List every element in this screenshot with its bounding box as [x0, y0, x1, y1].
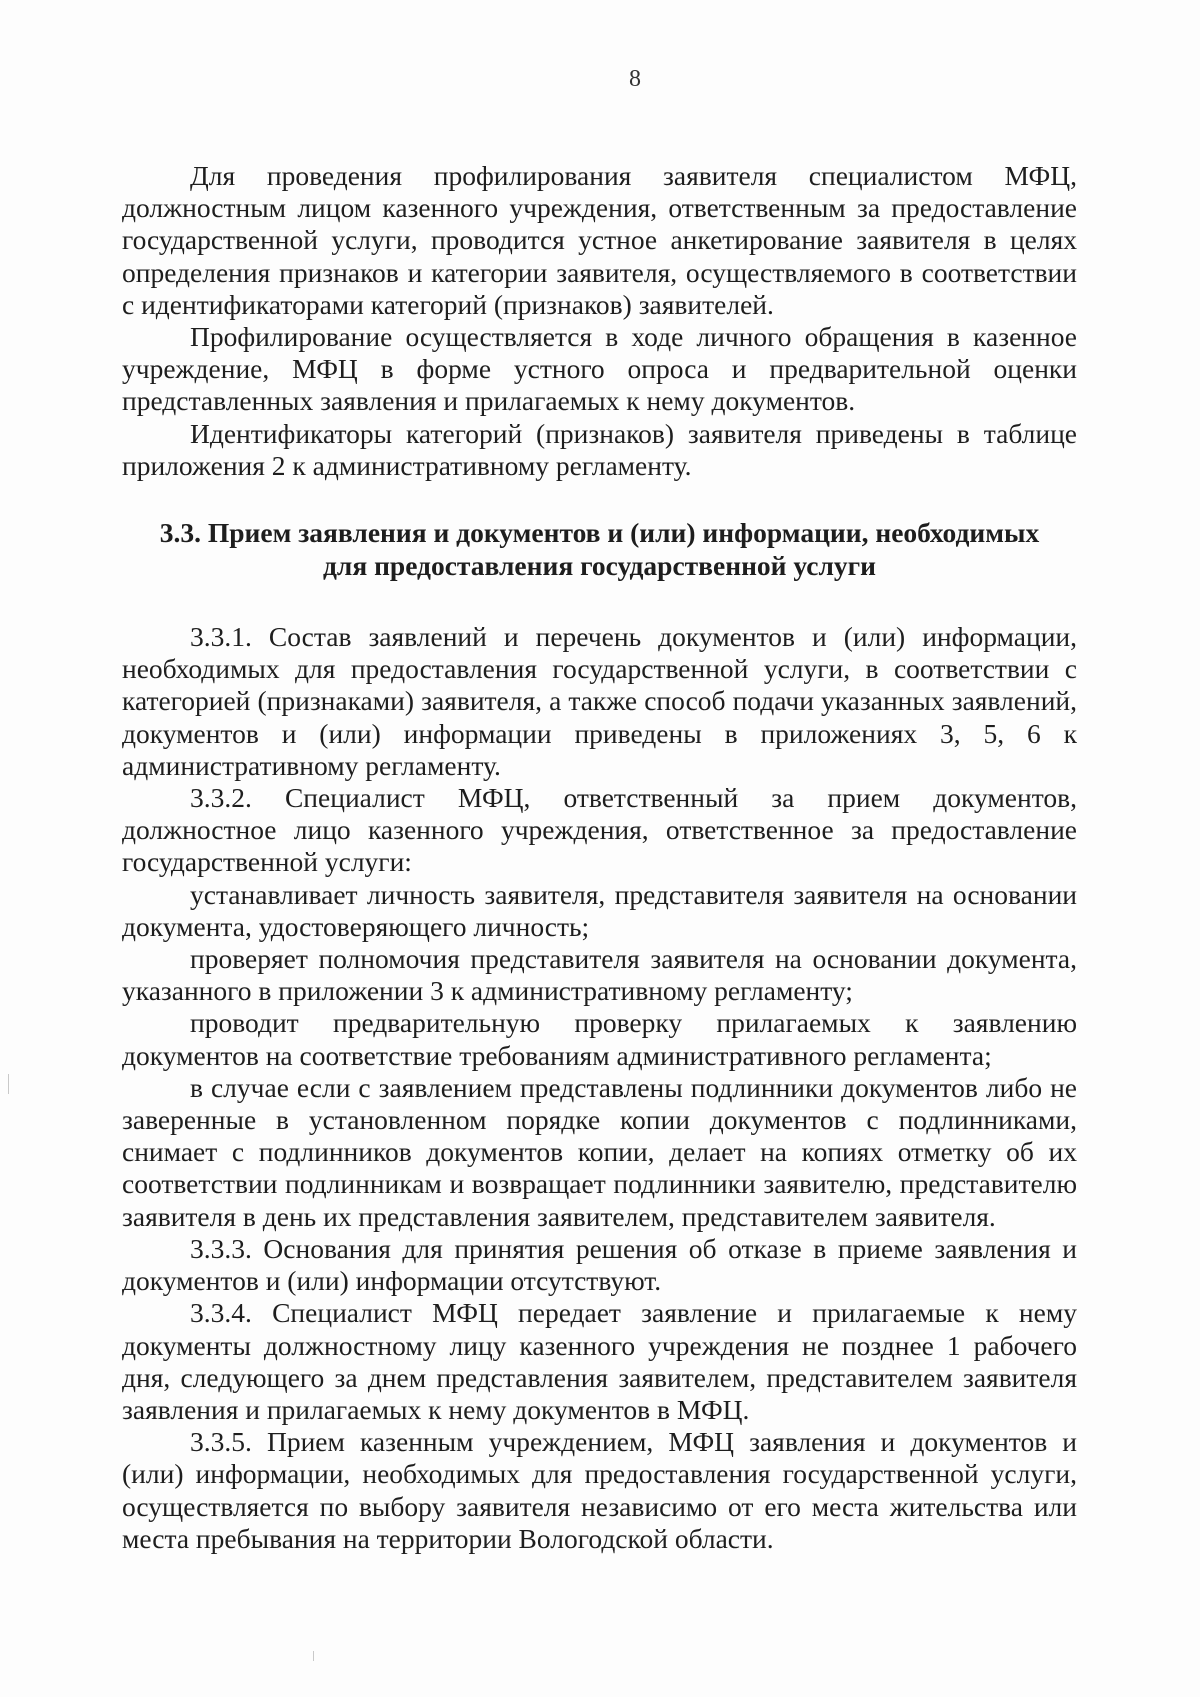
paragraph-preliminary-check: проводит предварительную проверку прилагаемых к заявлению документов на соответствие требованиям административного регламента; — [122, 1007, 1077, 1071]
paragraph-identifiers: Идентификаторы категорий (признаков) заявителя приведены в таблице приложения 2 к административному регламенту. — [122, 417, 1077, 481]
paragraph-authority-check: проверяет полномочия представителя заявителя на основании документа, указанного в приложении 3 к административному регламенту; — [122, 943, 1077, 1007]
paragraph-3-3-2: 3.3.2. Специалист МФЦ, ответственный за прием документов, должностное лицо казенного учреждения, ответственное за предоставление государственной услуги: — [122, 782, 1077, 878]
section-heading-line-2: для предоставления государственной услуги — [322, 550, 877, 582]
document-body — [122, 160, 1077, 1555]
paragraph-3-3-5: 3.3.5. Прием казенным учреждением, МФЦ заявления и документов и (или) информации, необходимых для предоставления государственной услуги, осуществляется по выбору заявителя независимо от его места жительства или места пребывания на территории Вологодской области. — [122, 1426, 1077, 1554]
section-heading-line-1: 3.3. Прием заявления и документов и (или) информации, необходимых — [159, 517, 1040, 549]
paragraph-profiling-purpose: Для проведения профилирования заявителя специалистом МФЦ, должностным лицом казенного учреждения, ответственным за предоставление государственной услуги, проводится устное анкетирование заявителя в целях определения признаков и категории заявителя, осуществляемого в соответствии с идентификаторами категорий (признаков) заявителей. — [122, 160, 1077, 320]
paragraph-3-3-4: 3.3.4. Специалист МФЦ передает заявление и прилагаемые к нему документы должностному лицу казенного учреждения не позднее 1 рабочего дня, следующего за днем представления заявителем, представителем заявителя заявления и прилагаемых к нему документов в МФЦ. — [122, 1297, 1077, 1425]
section-heading — [122, 516, 1077, 582]
scan-edge-mark — [8, 1074, 9, 1094]
paragraph-3-3-1: 3.3.1. Состав заявлений и перечень документов и (или) информации, необходимых для предоставления государственной услуги, в соответствии с категорией (признаками) заявителя, а также способ подачи указанных заявлений, документов и (или) информации приведены в приложениях 3, 5, 6 к административному регламенту. — [122, 621, 1077, 781]
paragraph-identity-check: устанавливает личность заявителя, представителя заявителя на основании документа, удостоверяющего личность; — [122, 878, 1077, 942]
paragraph-3-3-3: 3.3.3. Основания для принятия решения об отказе в приеме заявления и документов и (или) информации отсутствуют. — [122, 1232, 1077, 1297]
page-number: 8 — [629, 66, 641, 92]
paragraph-copies: в случае если с заявлением представлены подлинники документов либо не заверенные в установленном порядке копии документов с подлинниками, снимает с подлинников документов копии, делает на копиях отметку об их соответствии подлинникам и возвращает подлинники заявителю, представителю заявителя в день их представления заявителем, представителем заявителя. — [122, 1071, 1077, 1232]
paragraph-profiling-method: Профилирование осуществляется в ходе личного обращения в казенное учреждение, МФЦ в форме устного опроса и предварительной оценки представленных заявления и прилагаемых к нему документов. — [122, 321, 1077, 417]
scan-dust-mark — [313, 1651, 314, 1661]
